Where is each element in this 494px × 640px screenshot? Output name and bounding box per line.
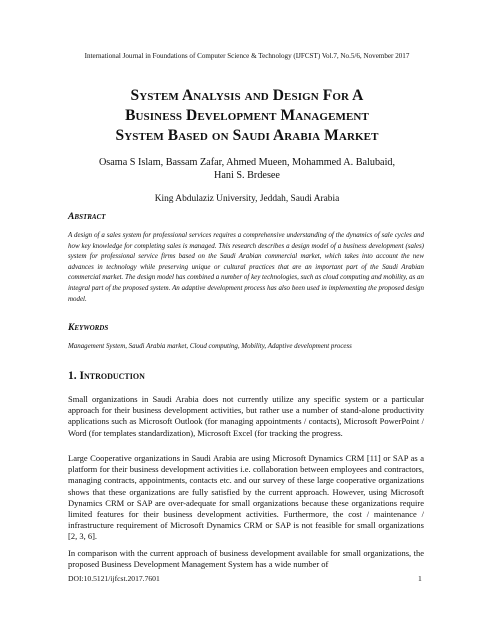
title-line: System Analysis and Design For A [130, 87, 364, 104]
body-paragraph: Small organizations in Saudi Arabia does not currently utilize any specific system or a particular approach for their business development activities, but rather use a number of stand-alone productivity applications such as Microsoft Outlook (for managing appointments / contacts), Microsoft PowerPoint / Word (for templates standardization), Microsoft Excel (for tracking the progress. [68, 394, 424, 438]
affiliation: King Abdulaziz University, Jeddah, Saudi Arabia [154, 194, 340, 204]
keywords-text: Management System, Saudi Arabia market, Cloud computing, Mobility, Adaptive development process [68, 342, 352, 350]
authors-line: Osama S Islam, Bassam Zafar, Ahmed Mueen, Mohammed A. Balubaid, [98, 157, 396, 168]
title-line: Business Development Management [125, 107, 369, 124]
running-head: International Journal in Foundations of Computer Science & Technology (IJFCST) Vol.7, No.5/6, November 2017 [84, 52, 410, 60]
page-number: 1 [418, 574, 422, 583]
body-paragraph: Large Cooperative organizations in Saudi Arabia are using Microsoft Dynamics CRM [11] or SAP as a platform for their business development activities i.e. collaboration between employees and contractors, managing contracts, appointments, contacts etc. and our survey of these large cooperative organizations shows that these organizations are fully satisfied by the current approach. However, using Microsoft Dynamics CRM or SAP are over-adequate for small organizations because these organizations require limited features for their business development activities. Furthermore, the cost / maintenance / infrastructure requirement of Microsoft Dynamics CRM or SAP is not feasible for small organizations [2, 3, 6]. [68, 453, 424, 542]
paper-title [40, 86, 454, 146]
authors-line: Hani S. Brdesee [214, 170, 280, 181]
body-paragraph: In comparison with the current approach of business development available for small organizations, the proposed Business Development Management System has a wide number of [68, 548, 424, 570]
footer-doi: DOI:10.5121/ijfcst.2017.7601 [68, 574, 160, 583]
abstract-text: A design of a sales system for professional services requires a comprehensive understanding of the dynamics of sale cycles and how key knowledge for completing sales is managed. This research describes a design model of a business development (sales) system for professional service firms based on the Saudi Arabian commercial market, which takes into account the new advances in technology while preserving unique or cultural practices that are an important part of the Saudi Arabian commercial market. The design model has combined a number of key technologies, such as cloud computing and mobility, as an integral part of the proposed system. An adaptive development process has also been used in implementing the proposed design model. [68, 231, 424, 303]
keywords-heading: Keywords [68, 322, 109, 333]
abstract-heading: Abstract [68, 211, 106, 222]
title-line: System Based on Saudi Arabia Market [115, 127, 379, 144]
introduction-heading: 1. Introduction [68, 370, 145, 382]
author-list [50, 156, 444, 182]
